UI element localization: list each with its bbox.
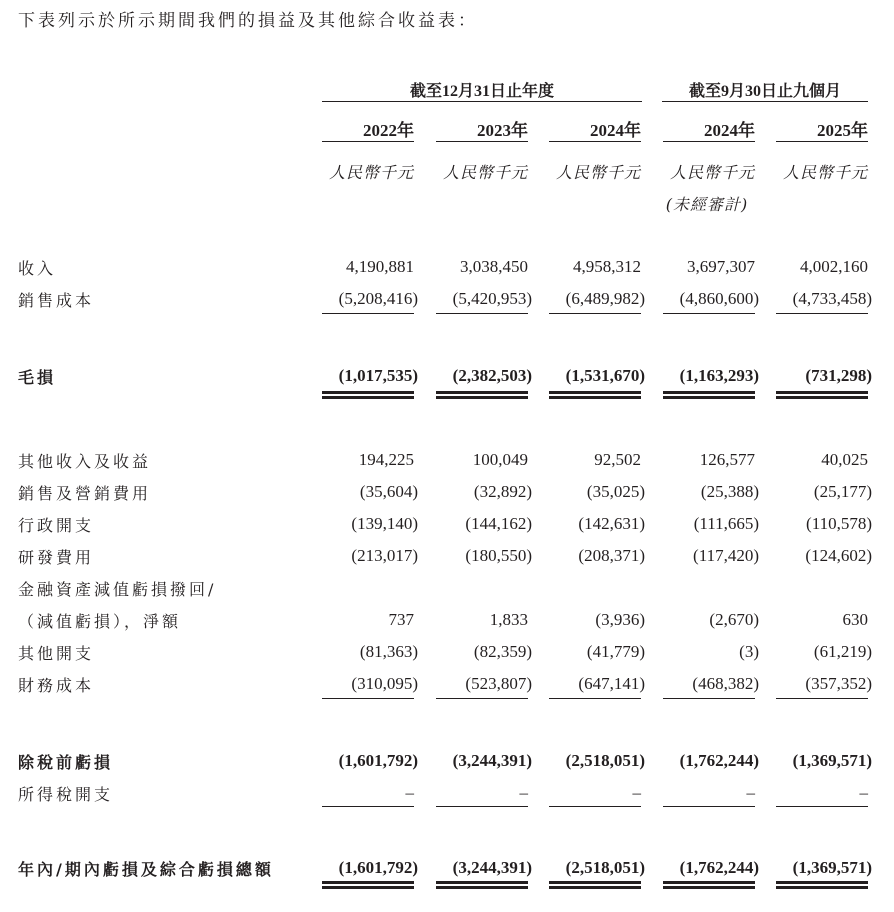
underline	[549, 313, 641, 314]
row-value: (1,601,792)	[338, 751, 418, 770]
row-label: 毛損	[18, 368, 57, 387]
underline	[776, 698, 868, 699]
underline	[663, 698, 755, 699]
intro-text: 下表列示於所示期間我們的損益及其他綜合收益表：	[18, 11, 478, 31]
row-value: (1,163,293)	[679, 366, 759, 385]
divider	[662, 101, 868, 102]
underline	[322, 698, 414, 699]
double-underline	[663, 881, 755, 889]
group-header-nine-months: 截至9月30日止九個月	[688, 83, 841, 100]
row-value: (468,382)	[692, 674, 759, 693]
divider	[776, 141, 868, 142]
row-value: (3,936)	[595, 610, 645, 629]
row-value: (3)	[739, 642, 759, 661]
row-value: (2,518,051)	[565, 751, 645, 770]
row-value: (1,369,571)	[792, 858, 872, 877]
row-value: –	[632, 783, 641, 802]
row-label: 其他開支	[18, 644, 95, 663]
row-value: 3,038,450	[460, 257, 528, 276]
row-value: (139,140)	[351, 514, 418, 533]
row-value: 3,697,307	[687, 257, 755, 276]
row-value: 1,833	[489, 610, 528, 629]
year-header: 2024年	[590, 121, 641, 140]
double-underline	[436, 881, 528, 889]
row-value: –	[519, 783, 528, 802]
row-value: (142,631)	[578, 514, 645, 533]
row-value: (1,369,571)	[792, 751, 872, 770]
row-label: 研發費用	[18, 548, 95, 567]
row-value: (2,670)	[709, 610, 759, 629]
row-value: (180,550)	[465, 546, 532, 565]
double-underline	[549, 881, 641, 889]
row-value: (3,244,391)	[452, 751, 532, 770]
divider	[549, 141, 641, 142]
double-underline	[663, 391, 755, 399]
double-underline	[549, 391, 641, 399]
underline	[776, 806, 868, 807]
row-value: 100,049	[472, 450, 528, 469]
row-value: –	[746, 783, 755, 802]
row-value: (647,141)	[578, 674, 645, 693]
underline	[776, 313, 868, 314]
underline	[436, 806, 528, 807]
unit-label: 人民幣千元	[442, 163, 528, 182]
row-value: 92,502	[594, 450, 641, 469]
row-value: –	[859, 783, 868, 802]
unit-label: 人民幣千元	[328, 163, 414, 182]
underline	[436, 698, 528, 699]
row-value: (731,298)	[805, 366, 872, 385]
unit-label: 人民幣千元	[782, 163, 868, 182]
row-label: 所得稅開支	[18, 785, 114, 804]
underline	[322, 806, 414, 807]
year-header: 2024年	[704, 121, 755, 140]
row-value: 4,190,881	[346, 257, 414, 276]
underline	[436, 313, 528, 314]
row-value: (2,382,503)	[452, 366, 532, 385]
row-value: (110,578)	[806, 514, 872, 533]
row-value: (25,177)	[813, 482, 872, 501]
year-header: 2023年	[477, 121, 528, 140]
row-label: 年內/期內虧損及綜合虧損總額	[18, 860, 274, 879]
row-value: 737	[388, 610, 414, 629]
row-value: (1,531,670)	[565, 366, 645, 385]
row-value: 630	[842, 610, 868, 629]
row-value: (82,359)	[473, 642, 532, 661]
row-value: (357,352)	[805, 674, 872, 693]
row-value: 126,577	[699, 450, 755, 469]
row-label: 其他收入及收益	[18, 452, 152, 471]
double-underline	[322, 391, 414, 399]
row-value: 4,958,312	[573, 257, 641, 276]
row-value: (4,733,458)	[792, 289, 872, 308]
row-value: (5,208,416)	[338, 289, 418, 308]
row-value: (523,807)	[465, 674, 532, 693]
row-value: (1,017,535)	[338, 366, 418, 385]
row-value: (5,420,953)	[452, 289, 532, 308]
underline	[663, 313, 755, 314]
row-label: （減值虧損），淨額	[18, 612, 182, 631]
row-value: (1,762,244)	[679, 858, 759, 877]
double-underline	[776, 881, 868, 889]
underline	[322, 313, 414, 314]
double-underline	[322, 881, 414, 889]
divider	[322, 141, 414, 142]
underline	[549, 806, 641, 807]
row-value: (6,489,982)	[565, 289, 645, 308]
row-label: 金融資產減值虧損撥回/	[18, 580, 217, 599]
row-value: (144,162)	[465, 514, 532, 533]
row-value: 194,225	[358, 450, 414, 469]
row-label: 財務成本	[18, 676, 95, 695]
unit-label: 人民幣千元	[669, 163, 755, 182]
row-label: 行政開支	[18, 516, 95, 535]
row-value: (208,371)	[578, 546, 645, 565]
row-label: 收入	[18, 259, 57, 278]
row-value: (124,602)	[805, 546, 872, 565]
row-value: (117,420)	[693, 546, 759, 565]
unit-label: 人民幣千元	[555, 163, 641, 182]
row-label: 銷售及營銷費用	[18, 484, 152, 503]
row-value: (4,860,600)	[679, 289, 759, 308]
row-value: (32,892)	[473, 482, 532, 501]
double-underline	[436, 391, 528, 399]
divider	[322, 101, 642, 102]
row-value: (111,665)	[693, 514, 759, 533]
row-value: (35,604)	[359, 482, 418, 501]
row-value: (3,244,391)	[452, 858, 532, 877]
row-value: (41,779)	[586, 642, 645, 661]
row-label: 銷售成本	[18, 291, 95, 310]
row-value: 4,002,160	[800, 257, 868, 276]
row-value: (213,017)	[351, 546, 418, 565]
year-header: 2025年	[817, 121, 868, 140]
row-value: (1,762,244)	[679, 751, 759, 770]
double-underline	[776, 391, 868, 399]
divider	[663, 141, 755, 142]
row-label: 除稅前虧損	[18, 753, 114, 772]
row-value: (35,025)	[586, 482, 645, 501]
underline	[549, 698, 641, 699]
divider	[436, 141, 528, 142]
underline	[663, 806, 755, 807]
row-value: (310,095)	[351, 674, 418, 693]
row-value: (61,219)	[813, 642, 872, 661]
row-value: (25,388)	[700, 482, 759, 501]
row-value: –	[405, 783, 414, 802]
row-value: (81,363)	[359, 642, 418, 661]
row-value: (2,518,051)	[565, 858, 645, 877]
group-header-annual: 截至12月31日止年度	[409, 83, 554, 100]
row-value: (1,601,792)	[338, 858, 418, 877]
row-value: 40,025	[821, 450, 868, 469]
year-header: 2022年	[363, 121, 414, 140]
unaudited-note: (未經審計)	[665, 195, 749, 214]
